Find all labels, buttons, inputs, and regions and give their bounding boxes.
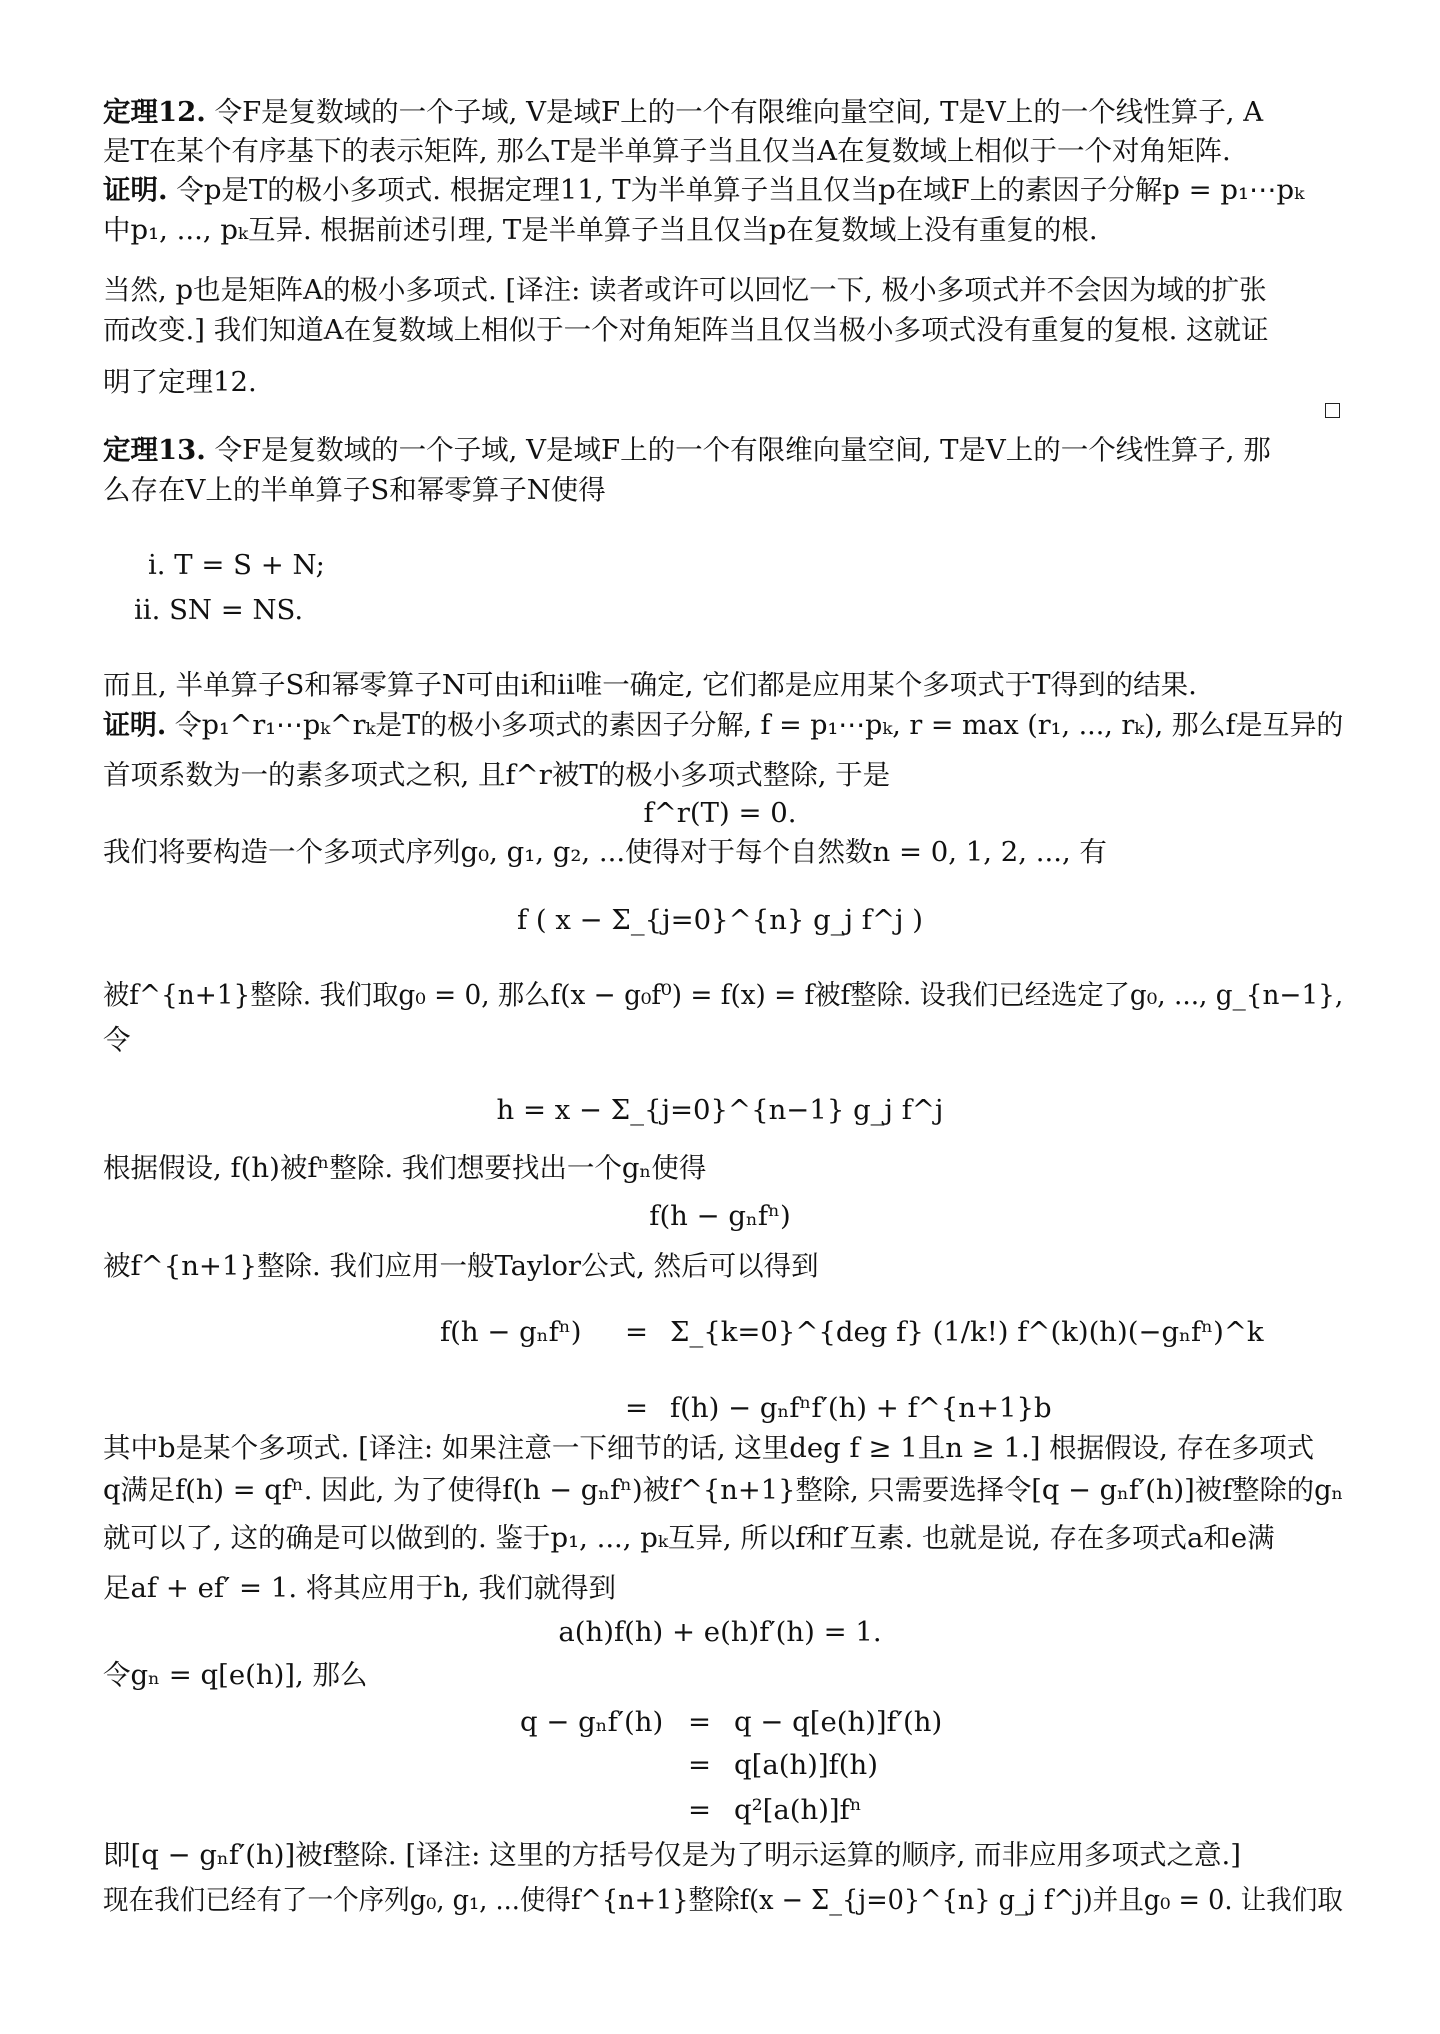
proof-13-line-6: 根据假设, f(h)被fⁿ整除. 我们想要找出一个gₙ使得 xyxy=(103,1152,707,1184)
proof-13-line-5: 令 xyxy=(103,1024,131,1056)
proof-13-line-7: 被f^{n+1}整除. 我们应用一般Taylor公式, 然后可以得到 xyxy=(103,1250,819,1282)
proof-13-line-10: 就可以了, 这的确是可以做到的. 鉴于p₁, ..., pₖ互异, 所以f和f′互素. 也就是说, 存在多项式a和e满 xyxy=(103,1522,1275,1554)
list-item-ii: ii. SN = NS. xyxy=(134,594,304,626)
theorem-13-line-1: 定理13. 令F是复数域的一个子域, V是域F上的一个有限维向量空间, T是V上的一个线性算子, 那 xyxy=(103,434,1271,466)
proof-13-line-13: 即[q − gₙf′(h)]被f整除. [译注: 这里的方括号仅是为了明示运算的顺序, 而非应用多项式之意.] xyxy=(103,1839,1242,1871)
theorem-12-line-1: 定理12. 令F是复数域的一个子域, V是域F上的一个有限维向量空间, T是V上的一个线性算子, A xyxy=(103,96,1264,128)
proof-13-line-3: 我们将要构造一个多项式序列g₀, g₁, g₂, ...使得对于每个自然数n = 0, 1, 2, ..., 有 xyxy=(103,836,1107,868)
theorem-13-line-2: 么存在V上的半单算子S和幂零算子N使得 xyxy=(103,474,606,506)
proof-12-line-4: 而改变.] 我们知道A在复数域上相似于一个对角矩阵当且仅当极小多项式没有重复的复根. 这就证 xyxy=(103,314,1269,346)
derivation-equals-1: = xyxy=(688,1706,712,1738)
proof-12-line-1: 证明. 令p是T的极小多项式. 根据定理11, T为半单算子当且仅当p在域F上的素因子分解p = p₁⋯pₖ xyxy=(103,174,1305,206)
taylor-equals-1: = xyxy=(625,1316,649,1348)
proof-12-line-3: 当然, p也是矩阵A的极小多项式. [译注: 读者或许可以回忆一下, 极小多项式并不会因为域的扩张 xyxy=(103,274,1267,306)
equation-bezout: a(h)f(h) + e(h)f′(h) = 1. xyxy=(558,1616,882,1648)
derivation-rhs-1: q − q[e(h)]f′(h) xyxy=(734,1706,943,1738)
taylor-equals-2: = xyxy=(625,1392,649,1424)
proof-13-line-12: 令gₙ = q[e(h)], 那么 xyxy=(103,1659,368,1691)
derivation-rhs-2: q[a(h)]f(h) xyxy=(734,1749,878,1781)
taylor-rhs-2: f(h) − gₙfⁿf′(h) + f^{n+1}b xyxy=(670,1392,1052,1424)
taylor-lhs: f(h − gₙfⁿ) xyxy=(440,1316,582,1348)
proof-13-line-1: 证明. 令p₁^r₁⋯pₖ^rₖ是T的极小多项式的素因子分解, f = p₁⋯pₖ, r = max (r₁, ..., rₖ), 那么f是互异的 xyxy=(103,709,1344,741)
equation-f-h-minus-gn: f(h − gₙfⁿ) xyxy=(649,1200,791,1232)
proof-12-line-5: 明了定理12. xyxy=(103,366,257,398)
derivation-rhs-3: q²[a(h)]fⁿ xyxy=(734,1794,862,1826)
derivation-equals-2: = xyxy=(688,1749,712,1781)
proof-13-line-11: 足af + ef′ = 1. 将其应用于h, 我们就得到 xyxy=(103,1572,616,1604)
qed-square-icon xyxy=(1325,403,1340,418)
taylor-rhs-1: Σ_{k=0}^{deg f} (1/k!) f^(k)(h)(−gₙfⁿ)^k xyxy=(670,1316,1264,1348)
list-item-i: i. T = S + N; xyxy=(148,549,325,581)
equation-fr-T-zero: f^r(T) = 0. xyxy=(643,797,797,829)
equation-h-definition: h = x − Σ_{j=0}^{n−1} g_j f^j xyxy=(496,1094,944,1126)
derivation-lhs: q − gₙf′(h) xyxy=(520,1706,664,1738)
proof-13-line-8: 其中b是某个多项式. [译注: 如果注意一下细节的话, 这里deg f ≥ 1且n ≥ 1.] 根据假设, 存在多项式 xyxy=(103,1432,1315,1464)
theorem-12-line-2: 是T在某个有序基下的表示矩阵, 那么T是半单算子当且仅当A在复数域上相似于一个对角矩阵. xyxy=(103,135,1231,167)
proof-13-line-9: q满足f(h) = qfⁿ. 因此, 为了使得f(h − gₙfⁿ)被f^{n+1}整除, 只需要选择令[q − gₙf′(h)]被f整除的gₙ xyxy=(103,1474,1344,1506)
derivation-equals-3: = xyxy=(688,1794,712,1826)
proof-12-line-2: 中p₁, ..., pₖ互异. 根据前述引理, T是半单算子当且仅当p在复数域上没有重复的根. xyxy=(103,214,1098,246)
equation-f-of-sum: f ( x − Σ_{j=0}^{n} g_j f^j ) xyxy=(516,904,923,936)
theorem-13-uniqueness: 而且, 半单算子S和幂零算子N可由i和ii唯一确定, 它们都是应用某个多项式于T得到的结果. xyxy=(103,669,1197,701)
proof-13-line-4: 被f^{n+1}整除. 我们取g₀ = 0, 那么f(x − g₀f⁰) = f(x) = f被f整除. 设我们已经选定了g₀, ..., g_{n−1}, xyxy=(103,979,1344,1011)
proof-13-line-14: 现在我们已经有了一个序列g₀, g₁, ...使得f^{n+1}整除f(x − Σ_{j=0}^{n} g_j f^j)并且g₀ = 0. 让我们取 xyxy=(103,1884,1343,1916)
proof-13-line-2: 首项系数为一的素多项式之积, 且f^r被T的极小多项式整除, 于是 xyxy=(103,759,891,791)
